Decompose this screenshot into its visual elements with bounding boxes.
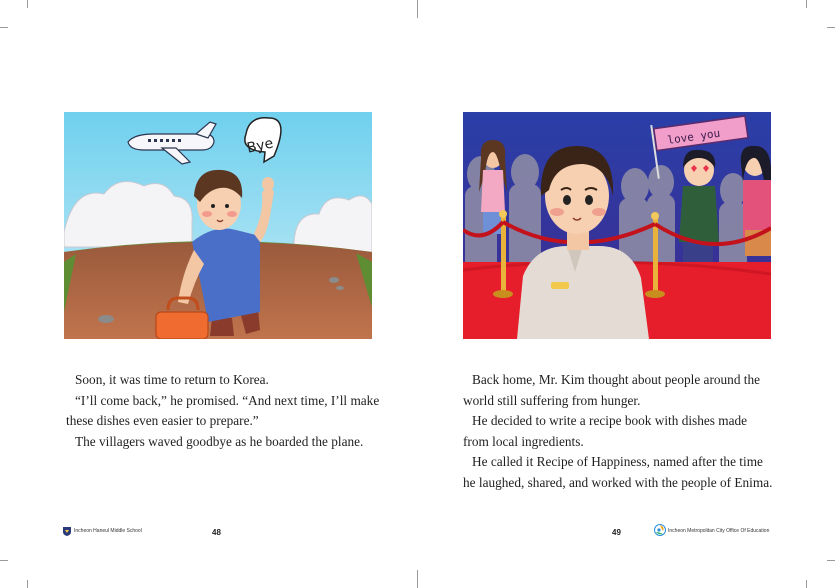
right-page-text <box>463 370 775 493</box>
crop-mark <box>0 560 8 561</box>
speech-bubble-text: Bye <box>245 135 275 157</box>
page-number-left: 48 <box>212 528 221 537</box>
reflection-illustration <box>463 112 771 339</box>
school-emblem-icon <box>63 527 71 536</box>
left-paragraph: “I’ll come back,” he promised. “And next time, I’ll make these dishes even easier to prepare.” <box>66 392 380 428</box>
crop-mark <box>417 570 418 588</box>
page-number-right: 49 <box>612 528 621 537</box>
crop-mark <box>827 560 835 561</box>
right-paragraph: He decided to write a recipe book with dishes made from local ingredients. <box>463 413 748 449</box>
crop-mark <box>0 27 8 28</box>
banner-text: love you <box>666 126 721 147</box>
right-paragraph: He called it Recipe of Happiness, named after the time he laughed, shared, and worked with the people of Enima. <box>463 454 773 490</box>
left-paragraph: Soon, it was time to return to Korea. <box>75 372 269 387</box>
crop-mark <box>27 0 28 8</box>
crop-mark <box>806 0 807 8</box>
left-page-text <box>66 370 382 452</box>
left-paragraph: The villagers waved goodbye as he boarded the plane. <box>75 433 364 449</box>
education-office-logo-icon <box>654 524 666 536</box>
crop-mark <box>806 580 807 588</box>
farewell-illustration <box>64 112 372 339</box>
crop-mark <box>27 580 28 588</box>
footer-office-name: Incheon Metropolitan City Office Of Education <box>668 528 770 534</box>
crop-mark <box>417 0 418 18</box>
crop-mark <box>827 27 835 28</box>
footer-school-name: Incheon Haneul Middle School <box>74 528 142 534</box>
right-paragraph: Back home, Mr. Kim thought about people around the world still suffering from hunger. <box>463 372 761 408</box>
